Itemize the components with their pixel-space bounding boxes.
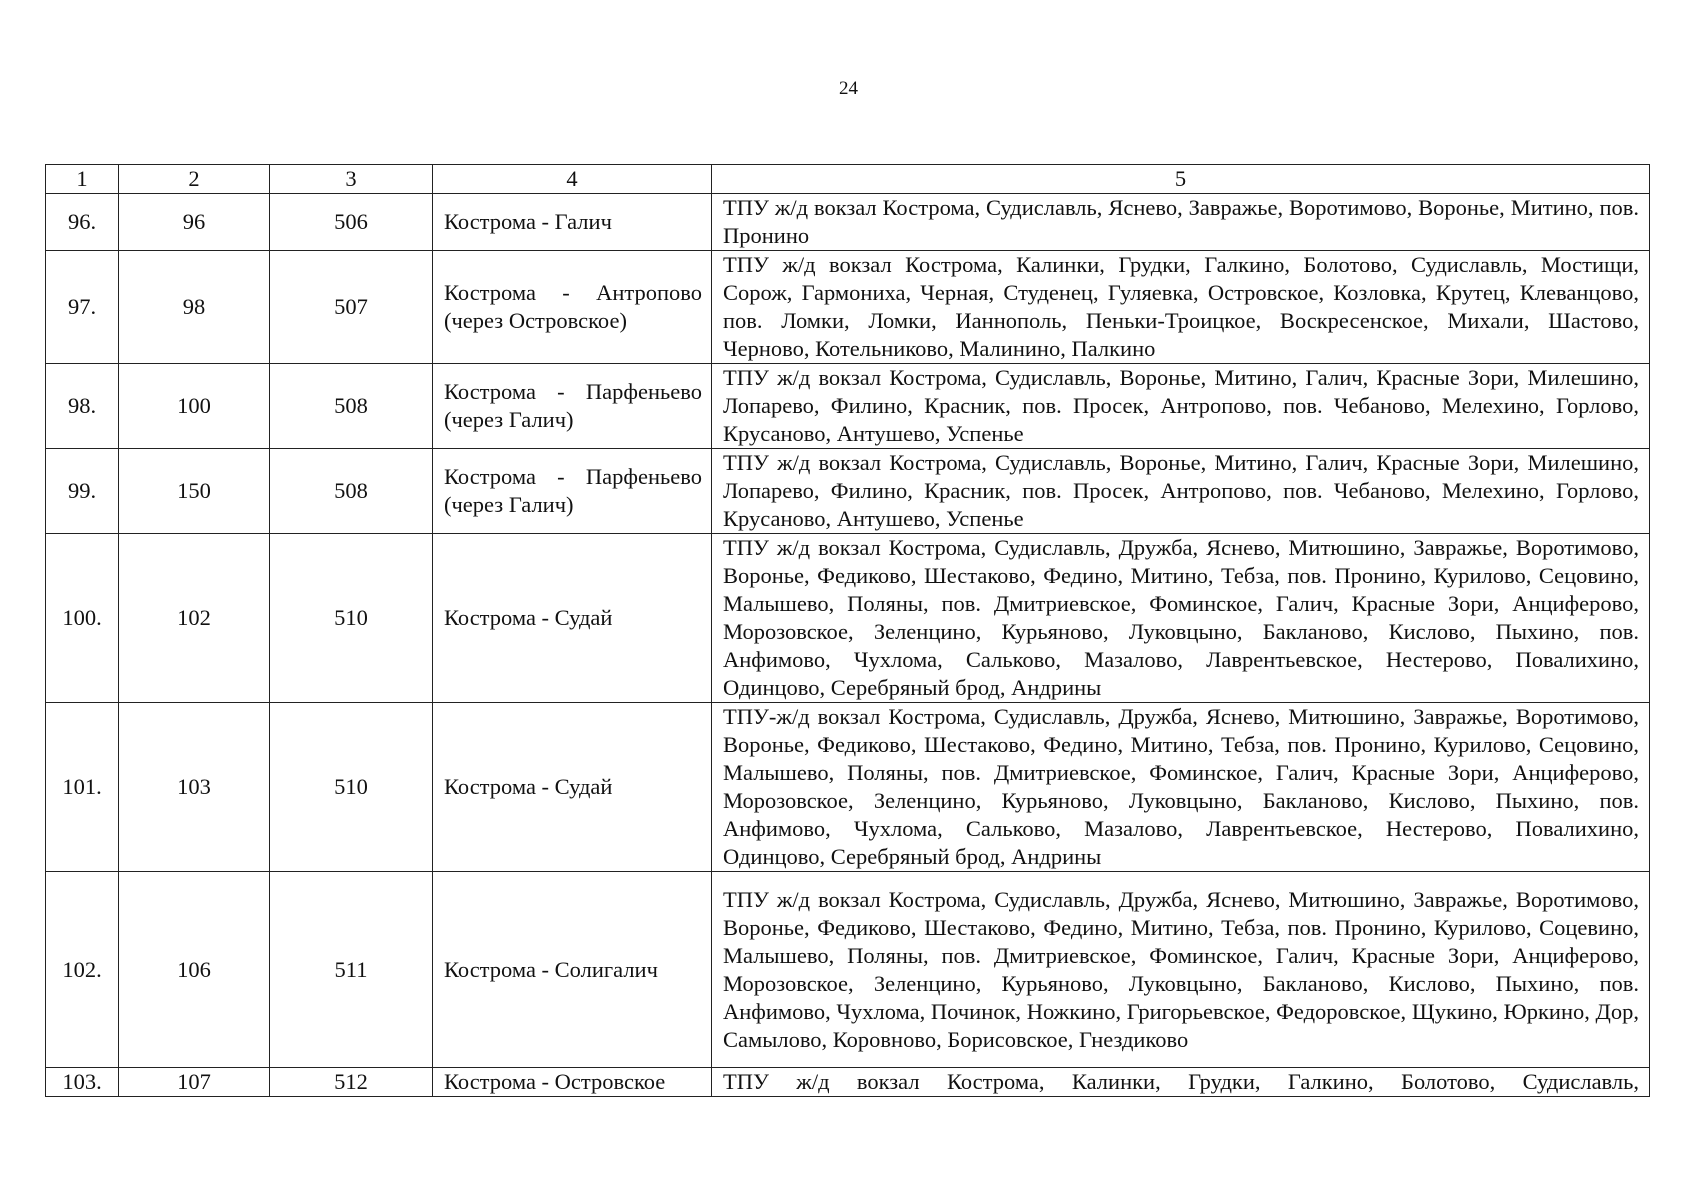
route-reg-number: 106 [119, 872, 270, 1068]
route-name: Кострома - Антропово (через Островское) [444, 280, 702, 333]
table-row [46, 194, 1650, 251]
route-number: 508 [270, 364, 433, 449]
column-header-1: 1 [46, 165, 119, 194]
column-header-4: 4 [433, 165, 712, 194]
route-name: Кострома - Галич [444, 209, 612, 234]
route-name-cell [433, 194, 712, 251]
routes-table [45, 164, 1650, 1097]
route-name: Кострома - Судай [444, 774, 613, 799]
table-header-row [46, 165, 1650, 194]
route-reg-number: 98 [119, 251, 270, 364]
table-row [46, 364, 1650, 449]
route-stops: ТПУ-ж/д вокзал Кострома, Судиславль, Дружба, Яснево, Митюшино, Завражье, Воротимово, Воронье, Федиково, Шестаково, Федино, Митино, Тебза, пов. Пронино, Курилово, Сецовино, Малышево, Поляны, пов. Дмитриевское, Фоминское, Галич, Красные Зори, Анциферово, Морозовское, Зеленцино, Курьяново, Луковцыно, Бакланово, Кислово, Пыхино, пов. Анфимово, Чухлома, Сальково, Мазалово, Лаврентьевское, Нестерово, Повалихино, Одинцово, Серебряный брод, Андрины [712, 703, 1650, 872]
route-name-cell [433, 364, 712, 449]
table-row [46, 449, 1650, 534]
route-number: 510 [270, 534, 433, 703]
route-reg-number: 100 [119, 364, 270, 449]
route-number: 510 [270, 703, 433, 872]
route-stops: ТПУ ж/д вокзал Кострома, Судиславль, Яснево, Завражье, Воротимово, Воронье, Митино, пов. Пронино [712, 194, 1650, 251]
route-name-cell [433, 872, 712, 1068]
row-number: 101. [46, 703, 119, 872]
row-number: 102. [46, 872, 119, 1068]
route-name-cell [433, 449, 712, 534]
route-number: 512 [270, 1068, 433, 1097]
column-header-3: 3 [270, 165, 433, 194]
row-number: 97. [46, 251, 119, 364]
row-number: 100. [46, 534, 119, 703]
route-number: 507 [270, 251, 433, 364]
row-number: 103. [46, 1068, 119, 1097]
route-number: 511 [270, 872, 433, 1068]
route-name-cell [433, 703, 712, 872]
route-reg-number: 103 [119, 703, 270, 872]
route-stops: ТПУ ж/д вокзал Кострома, Судиславль, Воронье, Митино, Галич, Красные Зори, Милешино, Лопарево, Филино, Красник, пов. Просек, Антропово, пов. Чебаново, Мелехино, Горлово, Крусаново, Антушево, Успенье [712, 364, 1650, 449]
row-number: 99. [46, 449, 119, 534]
table-row [46, 251, 1650, 364]
route-stops: ТПУ ж/д вокзал Кострома, Калинки, Грудки, Галкино, Болотово, Судиславль, Мостищи, Сорож, Гармониха, Черная, Студенец, Гуляевка, Островское, Козловка, Крутец, Клеванцово, пов. Ломки, Ломки, Ианнополь, Пеньки-Троицкое, Воскресенское, Михали, Шастово, Черново, Котельниково, Малинино, Палкино [712, 251, 1650, 364]
route-name-cell [433, 534, 712, 703]
route-name: Кострома - Островское [444, 1069, 666, 1094]
page-number: 24 [839, 78, 858, 99]
route-name: Кострома - Парфеньево (через Галич) [444, 464, 702, 517]
column-header-2: 2 [119, 165, 270, 194]
route-number: 508 [270, 449, 433, 534]
route-reg-number: 102 [119, 534, 270, 703]
route-name: Кострома - Судай [444, 605, 613, 630]
route-name: Кострома - Парфеньево (через Галич) [444, 379, 702, 432]
row-number: 96. [46, 194, 119, 251]
route-stops: ТПУ ж/д вокзал Кострома, Судиславль, Дружба, Яснево, Митюшино, Завражье, Воротимово, Воронье, Федиково, Шестаково, Федино, Митино, Тебза, пов. Пронино, Курилово, Сецовино, Малышево, Поляны, пов. Дмитриевское, Фоминское, Галич, Красные Зори, Анциферово, Морозовское, Зеленцино, Курьяново, Луковцыно, Бакланово, Кислово, Пыхино, пов. Анфимово, Чухлома, Сальково, Мазалово, Лаврентьевское, Нестерово, Повалихино, Одинцово, Серебряный брод, Андрины [712, 534, 1650, 703]
route-stops: ТПУ ж/д вокзал Кострома, Калинки, Грудки, Галкино, Болотово, Судиславль, [712, 1068, 1650, 1097]
row-number: 98. [46, 364, 119, 449]
table-row [46, 1068, 1650, 1097]
table-row [46, 872, 1650, 1068]
table-row [46, 534, 1650, 703]
route-reg-number: 107 [119, 1068, 270, 1097]
route-name-cell [433, 251, 712, 364]
route-stops: ТПУ ж/д вокзал Кострома, Судиславль, Воронье, Митино, Галич, Красные Зори, Милешино, Лопарево, Филино, Красник, пов. Просек, Антропово, пов. Чебаново, Мелехино, Горлово, Крусаново, Антушево, Успенье [712, 449, 1650, 534]
route-number: 506 [270, 194, 433, 251]
column-header-5: 5 [712, 165, 1650, 194]
route-name: Кострома - Солигалич [444, 956, 658, 982]
route-reg-number: 96 [119, 194, 270, 251]
route-name-cell [433, 1068, 712, 1097]
table-row [46, 703, 1650, 872]
route-reg-number: 150 [119, 449, 270, 534]
route-stops: ТПУ ж/д вокзал Кострома, Судиславль, Дружба, Яснево, Митюшино, Завражье, Воротимово, Воронье, Федиково, Шестаково, Федино, Митино, Тебза, пов. Пронино, Курилово, Соцевино, Малышево, Поляны, пов. Дмитриевское, Фоминское, Галич, Красные Зори, Анциферово, Морозовское, Зеленцино, Курьяново, Луковцыно, Бакланово, Кислово, Пыхино, пов. Анфимово, Чухлома, Починок, Ножкино, Григорьевское, Федоровское, Щукино, Юркино, Дор, Самылово, Коровново, Борисовское, Гнездиково [712, 872, 1650, 1068]
